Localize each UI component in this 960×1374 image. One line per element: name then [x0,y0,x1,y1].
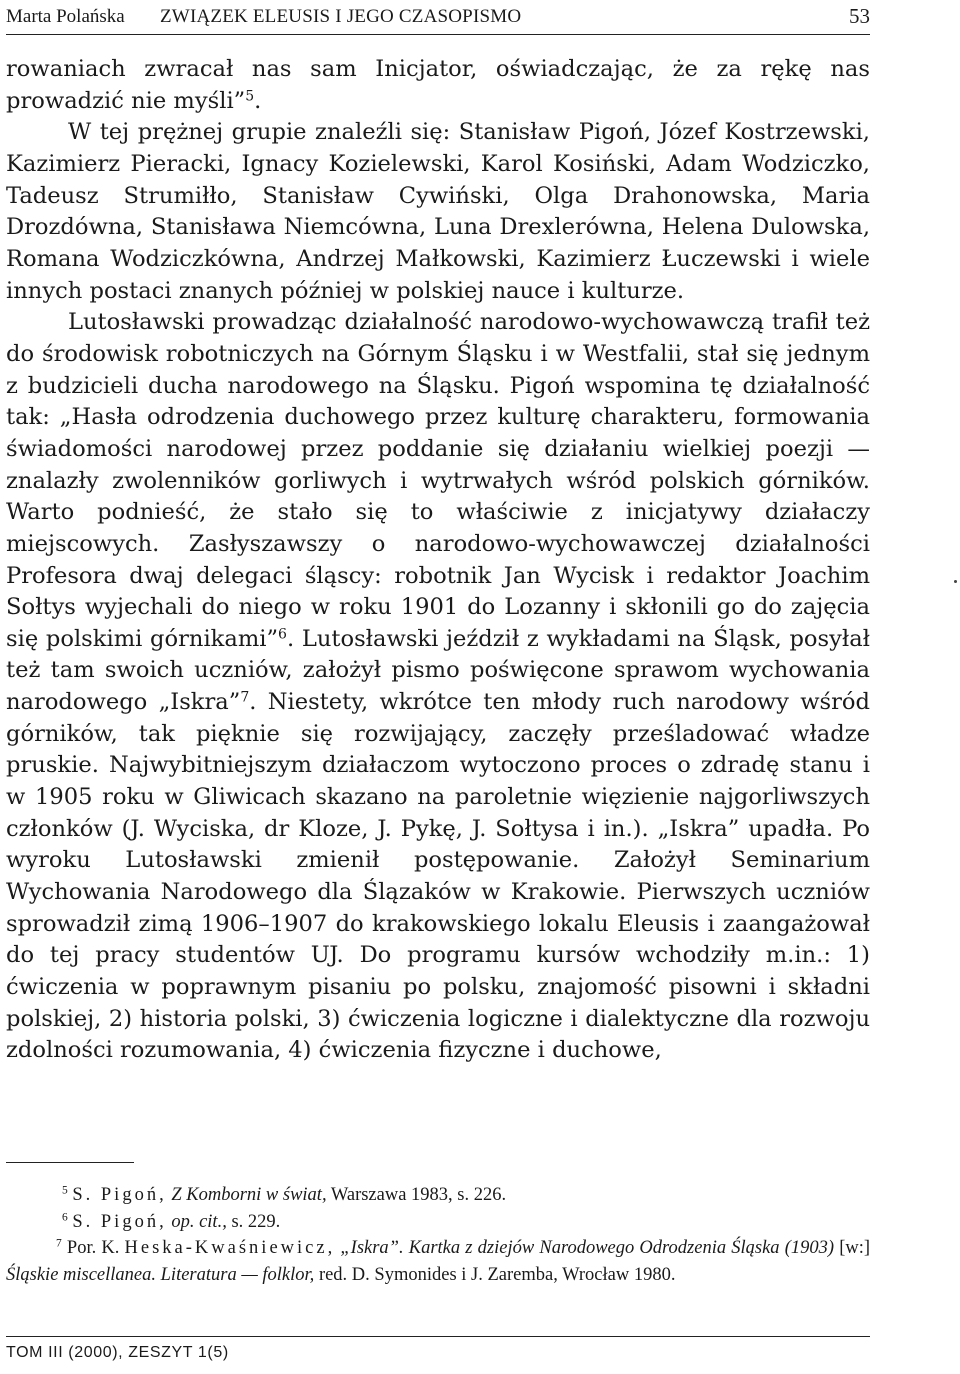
header-title: ZWIĄZEK ELEUSIS I JEGO CZASOPISMO [160,6,522,27]
paragraph-3: Lutosławski prowadząc działalność narodowo-wychowawczą trafił też do środowisk robotniczych na Górnym Śląsku i w Westfalii, stał się jednym z budzicieli ducha narodowego na Śląsku. Pigoń wspomina tę działalność tak: „Hasła odrodzenia duchowego przez kulturę charakteru, formowania świadomości narodowej przez poddanie się działaniu wielkiej poezji — znalazły zwolenników gorliwych i wytrwałych wśród polskich górników. Warto podnieść, że stało się to właściwie z inicjatywy działaczy miejscowych. Zasłyszawszy o narodowo-wychowawczej działalności Profesora dwaj delegaci śląscy: robotnik Jan Wycisk i redaktor Joachim Sołtys wyjechali do niego w roku 1901 do Lozanny i skłonili go do zajęcia się polskimi górnikami”$^6$. Lutosławski jeździł z wykładami na Śląsk, posyłał też tam swoich uczniów, założył pismo poświęcone sprawom wychowania narodowego „Iskra”$^7$. Niestety, wkrótce ten młody ruch narodowy wśród górników, tak pięknie się rozwijający, zaczęły prześladować władze pruskie. Najwybitniejszym działaczom wytoczono proces o zdradę stanu i w 1905 roku w Gliwicach skazano na paroletnie więzienie najgorliwszych członków (J. Wyciska, dr Kloze, J. Pykę, J. Sołtysa i in.). „Iskra” upadła. Po wyroku Lutosławski zmienił postępowanie. Założył Seminarium Wychowania Narodowego dla Ślązaków w Krakowie. Pierwszych uczniów sprowadził zimą 1906–1907 do krakowskiego lokalu Eleusis i zaangażował do tej pracy studentów UJ. Do programu kursów wchodziły m.in.: 1) ćwiczenia w poprawnym pisaniu po polsku, znajomość pisowni i składni polskiej, 2) historia polski, 3) ćwiczenia logiczne i dialektyczne dla rozwoju zdolności rozumowania, 4) ćwiczenia fizyczne i duchowe, [6,309,871,1064]
running-header [6,2,870,32]
footnotes [6,1182,870,1289]
footnote-rule [6,1162,134,1163]
body-text [6,54,870,1067]
footnote-ref-6: 6 [278,626,287,643]
footnote-7: $^7$ Por. K. Heska-Kwaśniewicz, „Iskra”. Kartka z dziejów Narodowego Odrodzenia Śląska (1903) [w:] Śląskie miscellanea. Literatura — folklor, red. D. Symonides i J. Zaremba, Wrocław 1980. [6,1238,871,1286]
journal-issue: TOM III (2000), ZESZYT 1(5) [6,1344,229,1361]
footnote-ref-7: 7 [240,689,250,706]
paragraph-1: rowaniach zwracał nas sam Inicjator, oświadczając, że za rękę nas prowadzić nie myśli”$^5$. [6,56,870,114]
paragraph-2: W tej prężnej grupie znaleźli się: Stanisław Pigoń, Józef Kostrzewski, Kazimierz Pieracki, Ignacy Kozielewski, Karol Kosiński, Adam Wodziczko, Tadeusz Strumiłło, Stanisław Cywiński, Olga Drahonowska, Maria Drozdówna, Stanisława Niemcówna, Luna Drexlerówna, Helena Dulowska, Romana Wodziczkówna, Andrzej Małkowski, Kazimierz Łuczewski i wiele innych postaci znanych później w polskiej nauce i kulturze. [6,119,870,304]
footer-rule [6,1336,870,1337]
header-rule [6,34,870,35]
margin-speck [954,580,957,583]
footnote-6: $^6$ S. Pigoń, op. cit., s. 229. [62,1211,281,1232]
header-author: Marta Polańska [6,6,125,27]
footnote-5: $^5$ S. Pigoń, Z Komborni w świat, Warszawa 1983, s. 226. [62,1184,507,1205]
footnote-ref-5: 5 [245,87,255,104]
page-number: 53 [849,4,870,28]
